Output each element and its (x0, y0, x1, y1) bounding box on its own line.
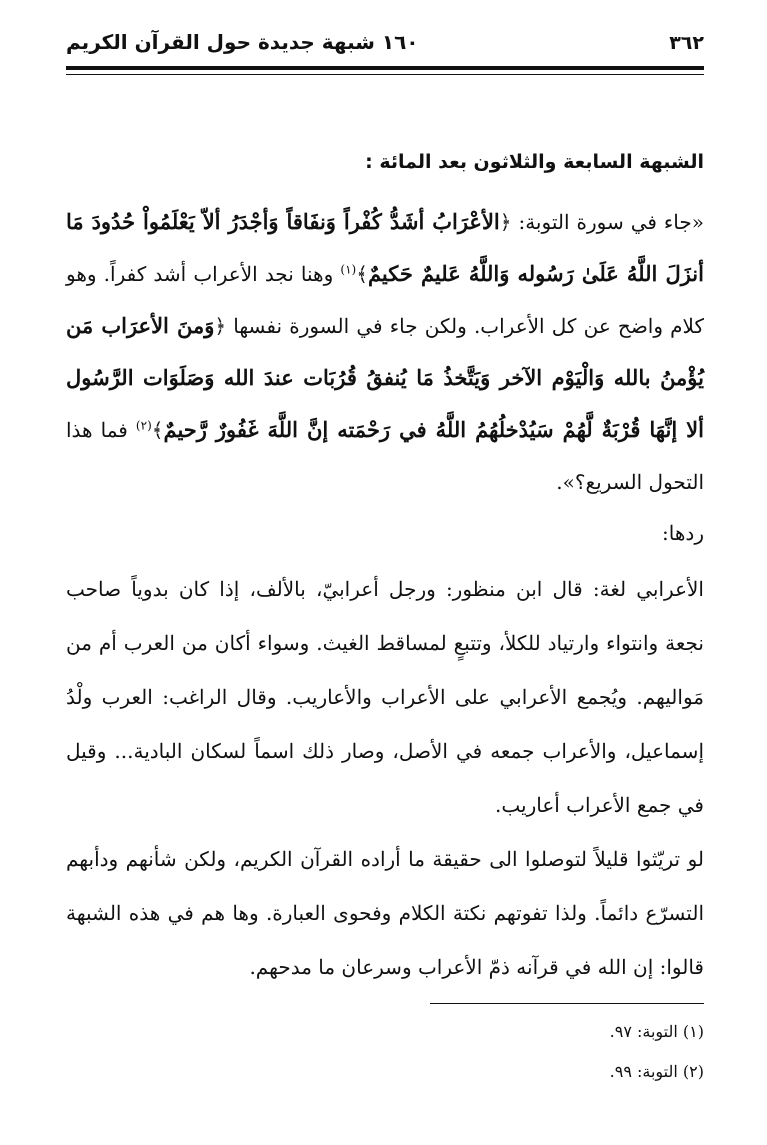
footnote-1: (١) التوبة: ٩٧. (609, 1022, 704, 1041)
book-title: ١٦٠ شبهة جديدة حول القرآن الكريم (66, 30, 419, 54)
main-text (66, 140, 704, 994)
ayah-close-bracket: ﴾ (356, 262, 368, 286)
paragraph-text: لو تريّثوا قليلاً لتوصلوا الى حقيقة ما أراده القرآن الكريم، ولكن شأنهم ودأبهم التسرّع دائماً. ولذا تفوتهم نكتة الكلام وفحوى العبارة. وها هم في هذه الشبهة قالوا: إن الله في قرآنه ذمّ الأعراب وسرعان ما مدحهم. (66, 847, 704, 979)
section-heading: الشبهة السابعة والثلاثون بعد المائة : (365, 151, 704, 173)
quote-intro: «جاء في سورة التوبة: (511, 210, 704, 234)
reply-paragraph-2 (66, 832, 704, 994)
ayah-close-bracket: ﴾ (151, 418, 164, 442)
footnote-2: (٢) التوبة: ٩٩. (609, 1062, 704, 1081)
page-number: ٣٦٢ (669, 32, 704, 54)
running-header (66, 24, 704, 64)
objection-quote (66, 196, 704, 508)
reply-paragraph-1 (66, 562, 704, 832)
quranic-verse-2: وَمنَ الأعرَاب مَن يُؤْمنُ بالله وَالْيَوْم الآخر وَيَتَّخذُ مَا يُنفقُ قُرُبَات عندَ الله وَصَلَوَات الرَّسُول ألا إنَّهَا قُرْبَةٌ لَّهُمْ سَيُدْخلُهُمُ اللَّهُ في رَحْمَته إنَّ اللَّهَ غَفُورٌ رَّحيمٌ (66, 313, 704, 442)
footnotes (430, 1016, 704, 1096)
ayah-open-bracket: ﴿ (214, 314, 227, 338)
quote-ending: فما هذا التحول السريع؟». (66, 418, 704, 494)
reply-label: ردها: (662, 521, 704, 545)
header-rule-thick (66, 66, 704, 70)
quranic-verse-1: الأعْرَابُ أشَدُّ كُفْراً وَنفَاقاً وَأجْدَرُ ألاّ يَعْلَمُواْ حُدُودَ مَا أنزَلَ اللَّهُ عَلَىٰ رَسُوله وَاللَّهُ عَليمٌ حَكيمٌ (66, 209, 704, 286)
footnote-separator (430, 1003, 704, 1004)
paragraph-text: الأعرابي لغة: قال ابن منظور: ورجل أعرابيّ، بالألف، إذا كان بدوياً صاحب نجعة وانتواء وارتياد للكلأ، وتتبعٍ لمساقط الغيث. وسواء أكان من العرب أم من مَواليهم. ويُجمع الأعرابي على الأعراب والأعاريب. وقال الراغب: العرب ولْدُ إسماعيل، والأعراب جمعه في الأصل، وصار ذلك اسماً لسكان البادية... وقيل في جمع الأعراب أعاريب. (66, 577, 704, 817)
quote-middle: وهنا نجد الأعراب أشد كفراً. وهو كلام واضح عن كل الأعراب. ولكن جاء في السورة نفسها (66, 262, 705, 338)
footnote-ref-1: (١) (340, 262, 357, 277)
header-rule-thin (66, 74, 704, 75)
footnote-ref-2: (٢) (135, 418, 152, 433)
ayah-open-bracket: ﴿ (499, 210, 512, 234)
